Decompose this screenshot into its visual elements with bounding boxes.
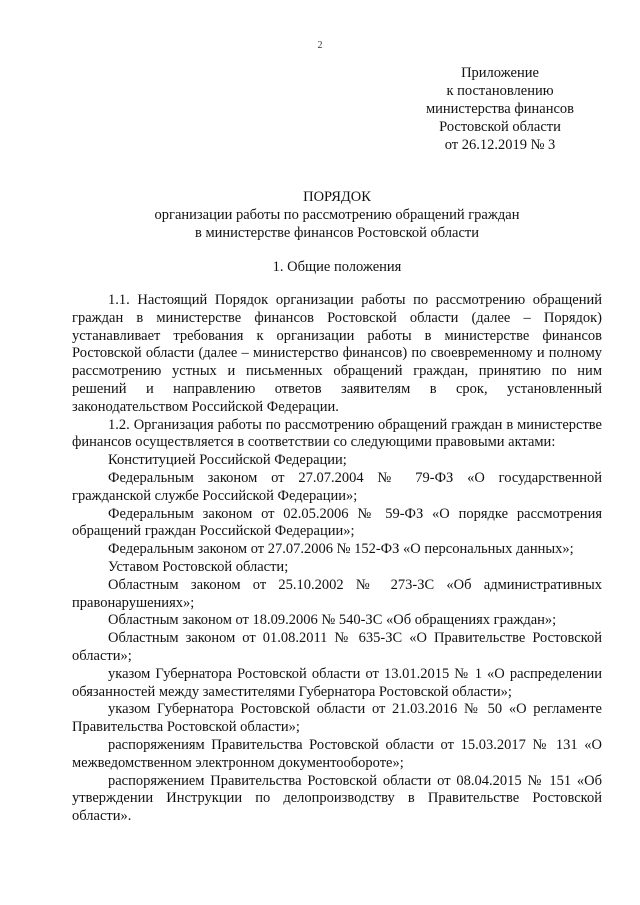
document-title: ПОРЯДОК xyxy=(303,189,371,205)
document-subtitle-line: организации работы по рассмотрению обращений граждан xyxy=(154,207,520,223)
paragraph: 1.2. Организация работы по рассмотрению обращений граждан в министерстве финансов осуществляется в соответствии со следующими правовыми актами: xyxy=(72,416,602,451)
document-subtitle-line: в министерстве финансов Ростовской области xyxy=(194,225,479,241)
paragraph: Федеральным законом от 27.07.2004 № 79-ФЗ «О государственной гражданской службе Российской Федерации»; xyxy=(72,469,602,504)
paragraph: распоряжением Правительства Ростовской области от 08.04.2015 № 151 «Об утверждении Инструкции по делопроизводству в Правительстве Ростовской области». xyxy=(72,772,602,825)
document-body xyxy=(72,292,602,826)
appendix-line: министерства финансов xyxy=(425,101,575,117)
paragraph: Областным законом от 25.10.2002 № 273-ЗС «Об административных правонарушениях»; xyxy=(72,576,602,611)
appendix-line: от 26.12.2019 № 3 xyxy=(444,137,556,153)
paragraph: Федеральным законом от 27.07.2006 № 152-ФЗ «О персональных данных»; xyxy=(108,541,574,558)
paragraph: Уставом Ростовской области; xyxy=(108,558,289,575)
appendix-line: Ростовской области xyxy=(439,119,561,135)
appendix-line: Приложение xyxy=(461,65,539,81)
appendix-line: к постановлению xyxy=(446,83,554,99)
paragraph: Областным законом от 01.08.2011 № 635-ЗС «О Правительстве Ростовской области»; xyxy=(72,630,602,664)
section-heading: 1. Общие положения xyxy=(272,259,402,275)
paragraph: указом Губернатора Ростовской области от 21.03.2016 № 50 «О регламенте Правительства Ростовской области»; xyxy=(72,701,602,736)
paragraph: указом Губернатора Ростовской области от 13.01.2015 № 1 «О распределении обязанностей между заместителями Губернатора Ростовской области»; xyxy=(72,665,602,700)
paragraph: Областным законом от 18.09.2006 № 540-ЗС «Об обращениях граждан»; xyxy=(108,612,557,629)
page-number: 2 xyxy=(317,40,323,51)
document-title-block xyxy=(72,188,602,242)
appendix-block xyxy=(410,64,590,154)
paragraph: Федеральным законом от 02.05.2006 № 59-ФЗ «О порядке рассмотрения обращений граждан Российской Федерации»; xyxy=(72,505,602,540)
paragraph: 1.1. Настоящий Порядок организации работы по рассмотрению обращений граждан в министерстве финансов Ростовской области (далее – Порядок) устанавливает требования к организации работы в министерстве финансов Ростовской области (далее – министерство финансов) по своевременному и полному рассмотрению устных и письменных обращений граждан, принятию по ним решений и направлению ответов заявителям в срок, установленный законодательством Российской Федерации. xyxy=(72,292,602,415)
paragraph: Конституцией Российской Федерации; xyxy=(108,452,347,469)
paragraph: распоряжениям Правительства Ростовской области от 15.03.2017 № 131 «О межведомственном электронном документообороте»; xyxy=(72,736,602,771)
